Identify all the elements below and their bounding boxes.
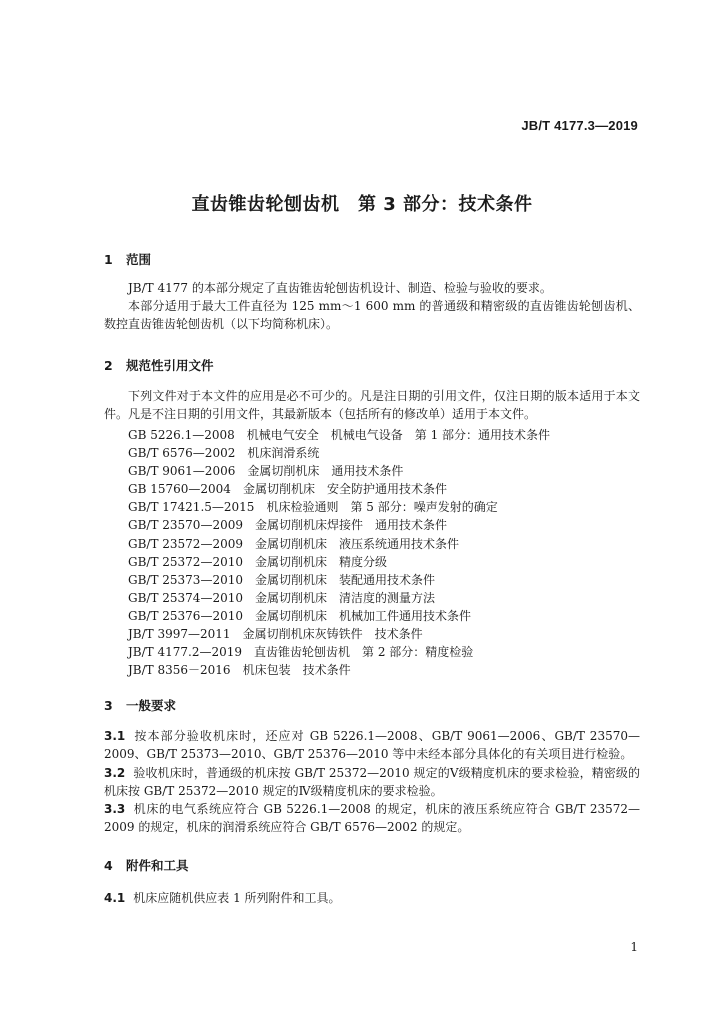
reference-name: 金属切削机床 清洁度的测量方法	[254, 590, 435, 605]
clause-number: 3.1	[104, 729, 126, 743]
reference-item	[128, 661, 550, 679]
clause-text: 机床应随机供应表 1 所列附件和工具。	[133, 891, 341, 905]
reference-code: GB/T 17421.5—2015	[128, 500, 255, 515]
scope-text-2: 本部分适用于最大工件直径为 125 mm～1 600 mm 的普通级和精密级的直齿锥齿轮刨齿机、数控直齿锥齿轮刨齿机（以下均简称机床）。	[104, 299, 640, 331]
reference-code: GB 15760—2004	[128, 482, 231, 497]
reference-code: GB/T 25376—2010	[128, 608, 243, 623]
section-title: 一般要求	[126, 698, 177, 713]
reference-name: 金属切削机床 安全防护通用技术条件	[242, 482, 447, 497]
reference-code: GB/T 25372—2010	[128, 554, 243, 569]
reference-code: GB/T 6576—2002	[128, 446, 236, 461]
reference-code: GB 5226.1—2008	[128, 428, 235, 442]
page-number: 1	[630, 940, 638, 954]
clause-4-1	[104, 890, 640, 908]
reference-name: 金属切削机床 机械加工件通用技术条件	[254, 608, 471, 623]
clause-text: 机床的电气系统应符合 GB 5226.1—2008 的规定，机床的液压系统应符合 GB/T 23572—2009 的规定，机床的润滑系统应符合 GB/T 6576—2002 的规定。	[104, 802, 640, 834]
scope-paragraph-2	[104, 298, 640, 333]
references-intro	[104, 388, 640, 423]
reference-item	[128, 516, 550, 534]
reference-name: 金属切削机床 装配通用技术条件	[254, 572, 435, 587]
clause-3-2	[104, 765, 640, 800]
clause-text: 验收机床时，普通级的机床按 GB/T 25372—2010 规定的Ⅴ级精度机床的要求检验，精密级的机床按 GB/T 25372—2010 规定的Ⅳ级精度机床的要求检验。	[104, 766, 640, 798]
reference-name: 金属切削机床 精度分级	[254, 554, 387, 569]
section-2-heading	[104, 356, 214, 374]
reference-name: 机械电气安全 机械电气设备 第 1 部分：通用技术条件	[246, 428, 551, 442]
reference-code: GB/T 9061—2006	[128, 464, 236, 479]
reference-item	[128, 607, 550, 625]
reference-item	[128, 444, 550, 462]
document-title: 直齿锥齿轮刨齿机 第 3 部分：技术条件	[191, 194, 533, 215]
reference-name: 机床包装 技术条件	[242, 663, 351, 678]
reference-item	[128, 553, 550, 571]
reference-code: GB/T 25374—2010	[128, 590, 243, 605]
reference-item	[128, 480, 550, 498]
section-3-heading	[104, 696, 176, 714]
clause-number: 3.3	[104, 802, 126, 816]
reference-item	[128, 462, 550, 480]
reference-item	[128, 426, 550, 444]
section-number: 1	[104, 252, 113, 267]
reference-item	[128, 498, 550, 516]
clause-text: 按本部分验收机床时，还应对 GB 5226.1—2008、GB/T 9061—2006、GB/T 23570—2009、GB/T 25373—2010、GB/T 25376—2010 等中未经本部分具体化的有关项目进行检验。	[104, 729, 640, 761]
scope-paragraph-1	[104, 280, 640, 298]
reference-code: GB/T 23572—2009	[128, 536, 243, 551]
reference-name: 金属切削机床焊接件 通用技术条件	[254, 518, 447, 533]
section-4-heading	[104, 856, 189, 874]
section-title: 附件和工具	[126, 858, 189, 873]
section-number: 3	[104, 698, 113, 713]
reference-code: JB/T 8356－2016	[128, 663, 231, 678]
reference-item	[128, 589, 550, 607]
reference-list	[128, 426, 550, 679]
section-title: 规范性引用文件	[126, 358, 214, 373]
document-number: JB/T 4177.3—2019	[521, 118, 638, 133]
reference-code: JB/T 3997—2011	[128, 627, 231, 642]
reference-code: GB/T 25373—2010	[128, 572, 243, 587]
reference-name: 金属切削机床 通用技术条件	[247, 464, 404, 479]
section-title: 范围	[126, 252, 152, 267]
reference-name: 金属切削机床 液压系统通用技术条件	[254, 536, 459, 551]
reference-name: 机床润滑系统	[247, 446, 320, 461]
clause-3-1	[104, 728, 640, 763]
clause-3-3	[104, 801, 640, 836]
reference-code: JB/T 4177.2—2019	[128, 645, 243, 660]
reference-item	[128, 625, 550, 643]
reference-name: 直齿锥齿轮刨齿机 第 2 部分：精度检验	[254, 645, 474, 660]
reference-name: 机床检验通则 第 5 部分：噪声发射的确定	[266, 500, 498, 515]
scope-text-1: JB/T 4177 的本部分规定了直齿锥齿轮刨齿机设计、制造、检验与验收的要求。	[128, 281, 552, 295]
section-number: 4	[104, 858, 113, 873]
section-number: 2	[104, 358, 113, 373]
reference-item	[128, 571, 550, 589]
section-1-heading	[104, 250, 151, 268]
reference-item	[128, 643, 550, 661]
reference-item	[128, 535, 550, 553]
reference-code: GB/T 23570—2009	[128, 518, 243, 533]
references-intro-text: 下列文件对于本文件的应用是必不可少的。凡是注日期的引用文件，仅注日期的版本适用于本文件。凡是不注日期的引用文件，其最新版本（包括所有的修改单）适用于本文件。	[104, 389, 640, 421]
clause-number: 3.2	[104, 766, 126, 780]
clause-number: 4.1	[104, 891, 126, 905]
reference-name: 金属切削机床灰铸铁件 技术条件	[242, 627, 423, 642]
